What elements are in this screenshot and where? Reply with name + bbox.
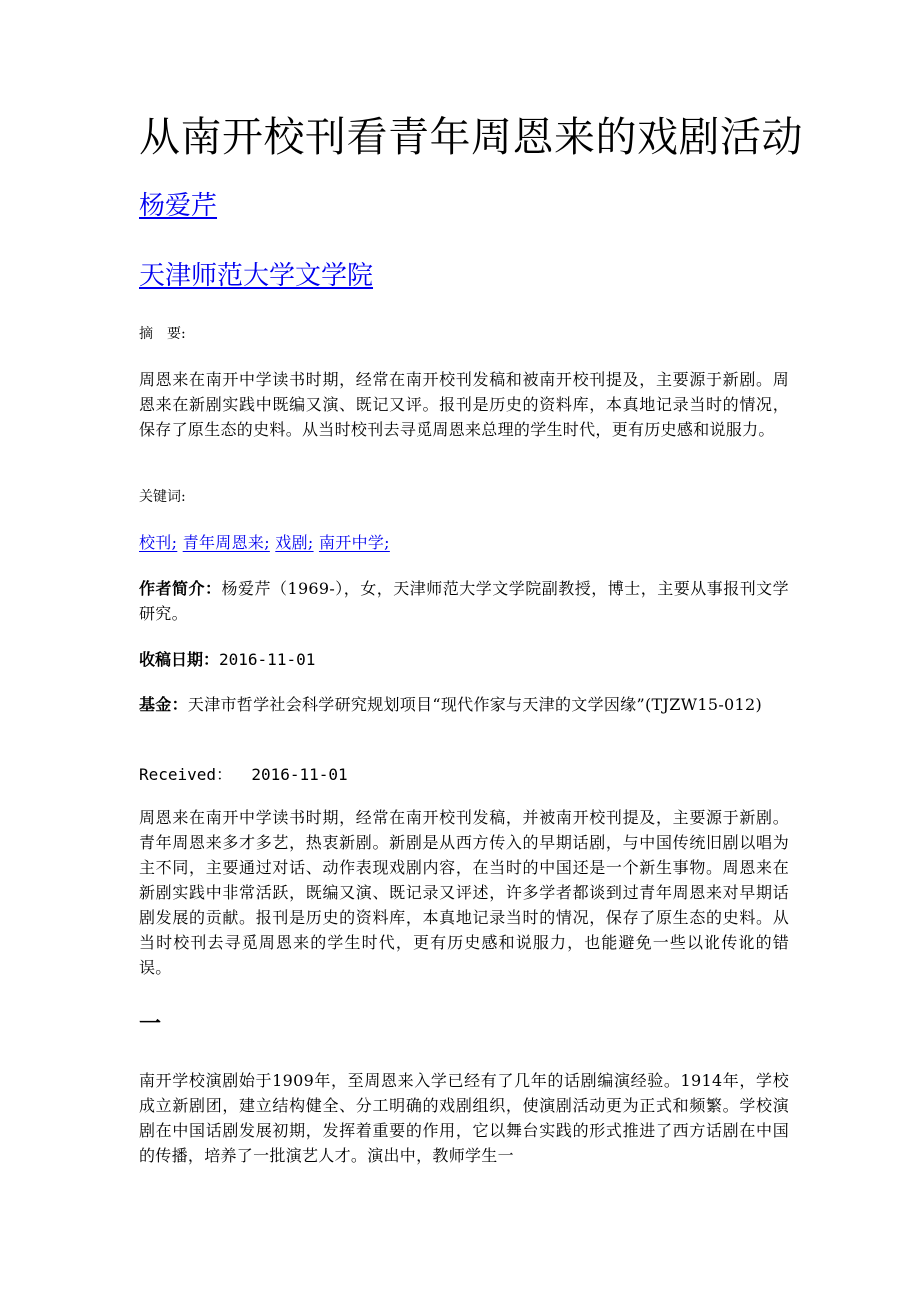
author-bio-text: 杨爱芹（1969-），女，天津师范大学文学院副教授，博士，主要从事报刊文学研究。 [139,579,789,623]
keyword-link[interactable]: 戏剧; [275,533,314,552]
keyword-link[interactable]: 青年周恩来; [182,533,270,552]
keyword-link[interactable]: 校刊; [139,533,178,552]
author-bio-label: 作者简介： [139,579,222,598]
affiliation-link[interactable]: 天津师范大学文学院 [139,261,374,291]
abstract-text: 周恩来在南开中学读书时期，经常在南开校刊发稿和被南开校刊提及，主要源于新剧。周恩来在新剧实践中既编又演、既记又评。报刊是历史的资料库，本真地记录当时的情况，保存了原生态的史料。从当时校刊去寻觅周恩来总理的学生时代，更有历史感和说服力。 [139,370,789,439]
fund-text: 天津市哲学社会科学研究规划项目“现代作家与天津的文学因缘”(TJZW15-012) [187,695,763,714]
fund-info [139,692,789,717]
abstract-label: 摘 要: [139,326,186,342]
author-link[interactable]: 杨爱芹 [139,191,218,221]
section-heading: 一 [139,1011,162,1037]
article-title: 从南开校刊看青年周恩来的戏剧活动 [139,113,803,161]
received-date-en [139,762,789,787]
fund-label: 基金： [139,695,188,714]
received-date-cn [139,647,789,672]
received-date-cn-value: 2016-11-01 [219,650,316,669]
received-date-cn-label: 收稿日期： [139,650,220,669]
keyword-link[interactable]: 南开中学; [318,533,390,552]
keywords-list [139,530,789,555]
author-bio [139,576,789,626]
received-date-en-value: 2016-11-01 [251,765,348,784]
received-date-en-label: Received： [139,765,233,784]
body-intro-paragraph: 周恩来在南开中学读书时期，经常在南开校刊发稿，并被南开校刊提及，主要源于新剧。青年周恩来多才多艺，热衷新剧。新剧是从西方传入的早期话剧，与中国传统旧剧以唱为主不同，主要通过对话、动作表现戏剧内容，在当时的中国还是一个新生事物。周恩来在新剧实践中非常活跃，既编又演、既记录又评述，许多学者都谈到过青年周恩来对早期话剧发展的贡献。报刊是历史的资料库，本真地记录当时的情况，保存了原生态的史料。从当时校刊去寻觅周恩来的学生时代，更有历史感和说服力，也能避免一些以讹传讹的错误。 [139,808,789,977]
body-section-paragraph: 南开学校演剧始于1909年，至周恩来入学已经有了几年的话剧编演经验。1914年，学校成立新剧团，建立结构健全、分工明确的戏剧组织，使演剧活动更为正式和频繁。学校演剧在中国话剧发展初期，发挥着重要的作用，它以舞台实践的形式推进了西方话剧在中国的传播，培养了一批演艺人才。演出中，教师学生一 [139,1071,789,1165]
keywords-label: 关键词: [139,489,186,505]
